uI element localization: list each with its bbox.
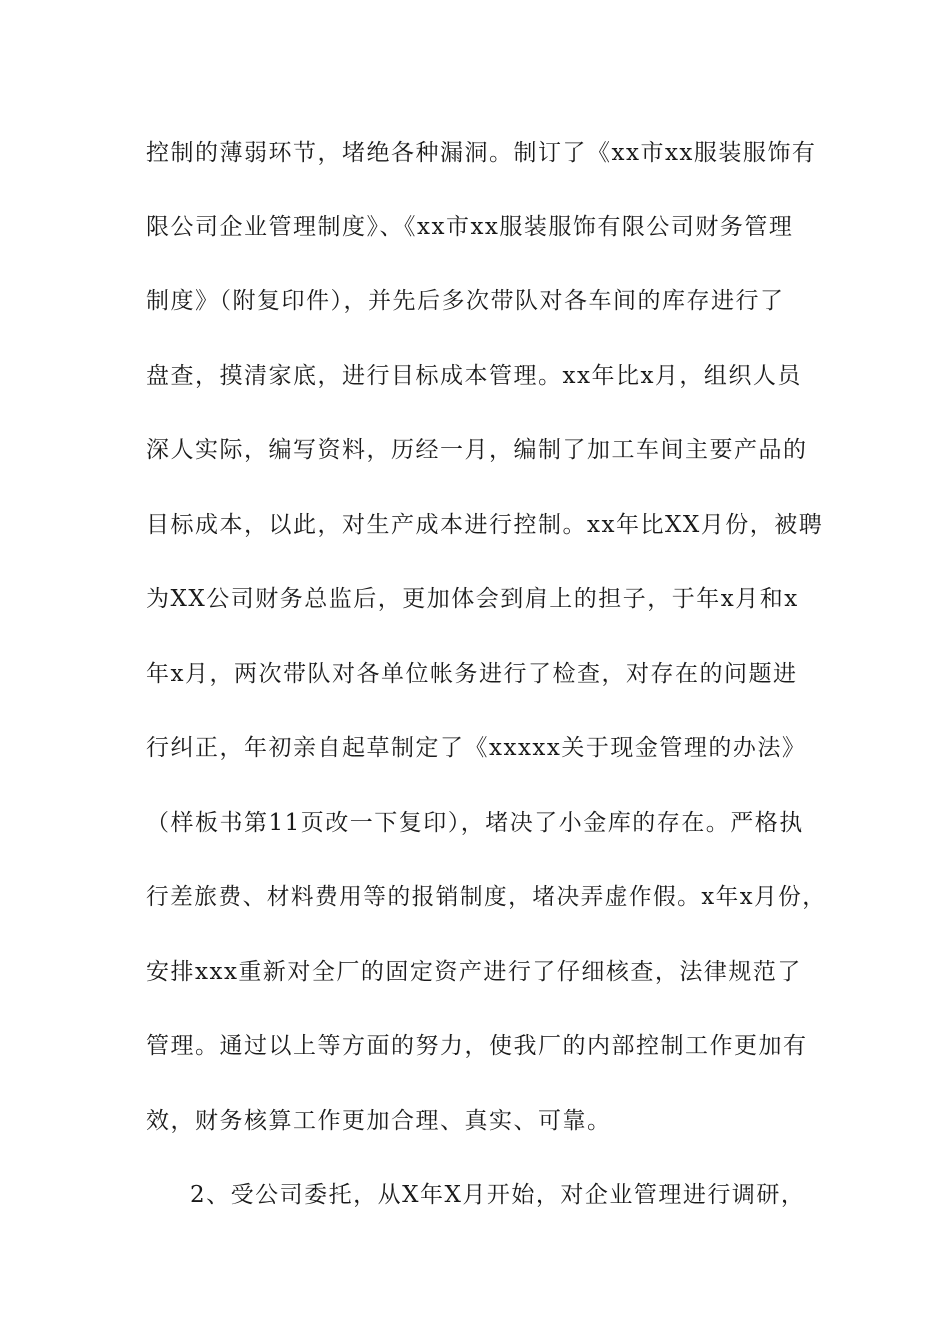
text-line-12: 安排xxx重新对全厂的固定资产进行了仔细核查，法律规范了 [146,959,802,985]
text-line-10: （样板书第11页改一下复印），堵决了小金库的存在。严格执 [146,810,804,836]
text-line-14: 效，财务核算工作更加合理、真实、可靠。 [146,1108,612,1134]
text-line-5: 深人实际，编写资料，历经一月，编制了加工车间主要产品的 [146,437,808,463]
text-line-7: 为XX公司财务总监后，更加体会到肩上的担子，于年x月和x [146,586,799,612]
text-line-15: 2、受公司委托，从X年X月开始，对企业管理进行调研， [190,1182,806,1208]
text-line-8: 年x月，两次带队对各单位帐务进行了检查，对存在的问题进 [146,661,798,687]
text-line-11: 行差旅费、材料费用等的报销制度，堵决弄虚作假。x年x月份， [146,884,827,910]
text-line-1: 控制的薄弱环节，堵绝各种漏洞。制订了《xx市xx服装服饰有 [146,140,817,166]
text-line-9: 行纠正，年初亲自起草制定了《xxxxx关于现金管理的办法》 [146,735,807,761]
text-line-6: 目标成本，以此，对生产成本进行控制。xx年比XX月份，被聘 [146,512,824,538]
text-line-4: 盘查，摸清家底，进行目标成本管理。xx年比x月，组织人员 [146,363,802,389]
text-line-3: 制度》（附复印件），并先后多次带队对各车间的库存进行了 [146,288,785,314]
text-line-13: 管理。通过以上等方面的努力，使我厂的内部控制工作更加有 [146,1033,808,1059]
text-line-2: 限公司企业管理制度》、《xx市xx服装服饰有限公司财务管理 [146,214,794,240]
